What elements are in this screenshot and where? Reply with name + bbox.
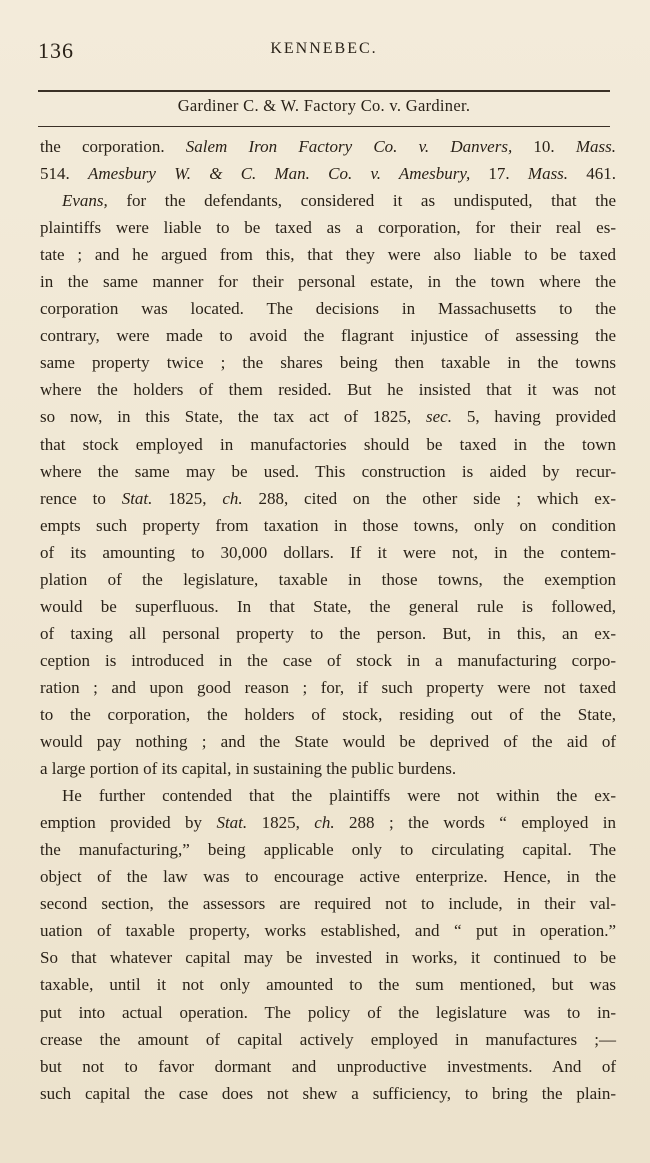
text-line: plaintiffs were liable to be taxed as a corporation, for their real es- — [40, 218, 616, 238]
text-line: 514. Amesbury W. & C. Man. Co. v. Amesbury, 17. Mass. 461. — [40, 164, 617, 184]
text-line: but not to favor dormant and unproductive investments. And of — [40, 1056, 616, 1076]
page-header — [38, 38, 610, 68]
text-line: the corporation. Salem Iron Factory Co. v. Danvers, 10. Mass. — [40, 137, 616, 156]
text-line: where the holders of them resided. But he insisted that it was not — [40, 380, 616, 400]
text-line: plation of the legislature, taxable in those towns, the exemption — [40, 569, 616, 589]
text-line: would be superfluous. In that State, the general rule is followed, — [40, 596, 616, 616]
text-line: object of the law was to encourage active enterprize. Hence, in the — [40, 867, 616, 887]
page-number: 136 — [38, 38, 74, 63]
text-line: where the same may be used. This construction is aided by recur- — [40, 461, 616, 481]
text-line: put into actual operation. The policy of the legislature was to in- — [40, 1002, 616, 1022]
text-line: second section, the assessors are required not to include, in their val- — [40, 894, 616, 914]
text-line: crease the amount of capital actively employed in manufactures ;— — [40, 1029, 616, 1049]
text-line: such capital the case does not shew a sufficiency, to bring the plain- — [40, 1083, 616, 1103]
text-line: the manufacturing,” being applicable only to circulating capital. The — [40, 840, 616, 860]
header-rule-top — [38, 90, 610, 92]
text-line: rence to Stat. 1825, ch. 288, cited on the other side ; which ex- — [40, 488, 616, 508]
text-line: corporation was located. The decisions in Massachusetts to the — [40, 299, 616, 319]
text-line: would pay nothing ; and the State would be deprived of the aid of — [40, 732, 616, 752]
text-line: so now, in this State, the tax act of 1825, sec. 5, having provided — [40, 407, 616, 427]
text-line: So that whatever capital may be invested in works, it continued to be — [40, 948, 616, 968]
text-line: a large portion of its capital, in sustaining the public burdens. — [40, 759, 457, 779]
text-line: ception is introduced in the case of stock in a manufacturing corpo- — [40, 650, 616, 670]
text-line: Evans, for the defendants, considered it as undisputed, that the — [62, 191, 616, 211]
text-line: tate ; and he argued from this, that they were also liable to be taxed — [40, 245, 616, 265]
text-line: that stock employed in manufactories should be taxed in the town — [40, 434, 616, 454]
text-line: uation of taxable property, works established, and “ put in operation.” — [40, 921, 616, 941]
text-line: emption provided by Stat. 1825, ch. 288 ; the words “ employed in — [40, 813, 616, 833]
header-rule-bottom — [38, 126, 610, 127]
text-line: contrary, were made to avoid the flagrant injustice of assessing the — [40, 326, 616, 346]
text-line: of its amounting to 30,000 dollars. If it were not, in the contem- — [40, 542, 616, 562]
text-line: He further contended that the plaintiffs were not within the ex- — [62, 786, 616, 806]
text-line: ration ; and upon good reason ; for, if such property were not taxed — [40, 677, 616, 697]
body-text — [40, 133, 616, 1107]
case-caption: Gardiner C. & W. Factory Co. v. Gardiner. — [177, 96, 471, 115]
text-line: to the corporation, the holders of stock, residing out of the State, — [40, 704, 616, 724]
text-line: empts such property from taxation in those towns, only on condition — [40, 515, 616, 535]
text-line: of taxing all personal property to the person. But, in this, an ex- — [40, 623, 616, 643]
running-title: KENNEBEC. — [270, 40, 378, 57]
text-line: in the same manner for their personal estate, in the town where the — [40, 272, 616, 292]
text-line: taxable, until it not only amounted to the sum mentioned, but was — [40, 975, 616, 995]
text-line: same property twice ; the shares being then taxable in the towns — [40, 353, 616, 373]
